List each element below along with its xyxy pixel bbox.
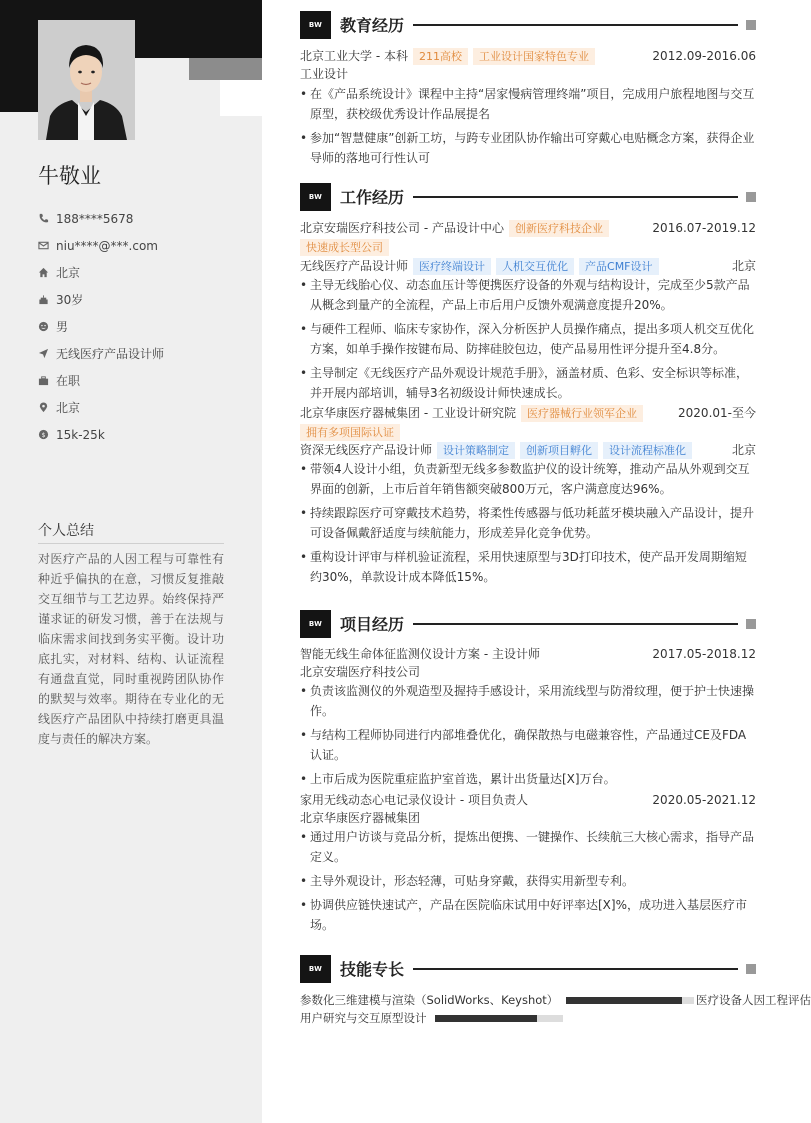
skill-tag: 人机交互优化 [496,258,574,275]
contact-position-text: 无线医疗产品设计师 [56,347,165,361]
job-bullet: • 主导制定《无线医疗产品外观设计规范手册》，涵盖材质、色彩、安全标识等标准，并开展内部培训，辅导3名初级设计师快速成长。 [300,363,756,403]
job-role-row [300,257,756,275]
contact-email-text: niu****@***.com [56,238,158,253]
section-education [300,11,756,168]
edu-header-row [300,47,756,65]
job-tag-row [300,239,756,256]
skill-tag: 产品CMF设计 [579,258,659,275]
job-role: 无线医疗产品设计师 [300,259,409,273]
contact-list [38,205,164,448]
job-tag-row [300,424,756,441]
cake-icon [38,294,49,305]
contact-city-text: 北京 [56,401,81,415]
contact-position [38,340,164,367]
project-date: 2020.05-2021.12 [652,793,756,807]
job-tag: 创新医疗科技企业 [509,220,609,237]
decor-block-grey [189,58,262,80]
job-date: 2020.01-至今 [678,406,756,420]
contact-age [38,286,164,313]
edu-date: 2012.09-2016.06 [652,49,756,63]
edu-bullet: • 在《产品系统设计》课程中主持“居家慢病管理终端”项目，完成用户旅程地图与交互原型，获校级优秀设计作品展提名 [300,84,756,124]
skill-item [696,991,811,1009]
edu-tag: 工业设计国家特色专业 [473,48,595,65]
location-pin-icon [38,402,49,413]
job-date: 2016.07-2019.12 [652,221,756,235]
project-bullet: • 与结构工程师协同进行内部堆叠优化，确保散热与电磁兼容性，产品通过CE及FDA认证。 [300,725,756,765]
project-org: 北京华康医疗器械集团 [300,811,421,825]
skills-grid [300,991,811,1027]
contact-phone-text: 188****5678 [56,211,134,226]
skill-name: 用户研究与交互原型设计 [300,1011,427,1025]
skill-bar [435,1015,563,1022]
skill-bar [566,997,694,1004]
avatar-photo [38,20,135,140]
job-header-row [300,219,756,237]
job-bullet: • 与硬件工程师、临床专家协作，深入分析医护人员操作痛点，提出多项人机交互优化方案，如单手操作按键布局、防摔硅胶包边，使产品易用性评分提升至4.8分。 [300,319,756,359]
section-header [300,11,756,39]
decor-block-black-left [0,58,38,112]
job-bullet: • 主导无线胎心仪、动态血压计等便携医疗设备的外观与结构设计，完成至少5款产品从概念到量产的全流程，产品上市后用户反馈外观满意度提升20%。 [300,275,756,315]
job-bullet: • 持续跟踪医疗可穿戴技术趋势，将柔性传感器与低功耗蓝牙模块融入产品设计，提升可设备佩戴舒适度与续航能力，形成差异化竞争优势。 [300,503,756,543]
summary-text: 对医疗产品的人因工程与可靠性有种近乎偏执的在意，习惯反复推敲交互细节与工艺边界。始终保持严谨求证的研发习惯，善于在法规与临床需求间找到务实平衡。设计功底扎实，对材料、结构、认证流程有通盘直觉，同时重视跨团队协作的默契与效率。期待在专业化的无线医疗产品团队中持续打磨更具温度与责任的解决方案。 [38,552,224,746]
job-city: 北京 [731,443,756,457]
contact-gender [38,313,164,340]
contact-status-text: 在职 [56,374,81,388]
project-bullet: • 上市后成为医院重症监护室首选，累计出货量达[X]万台。 [300,769,756,789]
project-bullet: • 协调供应链快速试产，产品在医院临床试用中好评率达[X]%，成功进入基层医疗市场。 [300,895,756,935]
section-divider [413,24,738,26]
contact-home-text: 北京 [56,266,81,280]
section-title: 技能专长 [340,960,405,979]
person-name: 牛敬业 [38,164,101,188]
edu-bullet: • 参加“智慧健康”创新工坊，与跨专业团队协作输出可穿戴心电贴概念方案，获得企业导师的落地可行性认可 [300,128,756,168]
job-company: 北京安瑞医疗科技公司 - 产品设计中心 [300,221,504,235]
skill-tag: 设计流程标准化 [603,442,692,459]
section-title: 工作经历 [340,188,405,207]
section-square [746,20,756,30]
skill-tag: 设计策略制定 [437,442,515,459]
section-logo: BW [300,183,331,211]
skill-bar-fill [566,997,681,1004]
edu-major: 工业设计 [300,67,349,81]
contact-phone [38,205,164,232]
contact-age-text: 30岁 [56,293,84,307]
job-tag: 医疗器械行业领军企业 [521,405,643,422]
section-square [746,619,756,629]
project-org: 北京安瑞医疗科技公司 [300,665,421,679]
briefcase-icon [38,375,49,386]
skill-name: 参数化三维建模与渲染（SolidWorks、Keyshot） [300,993,559,1007]
skill-tag: 创新项目孵化 [520,442,598,459]
project-header-row [300,645,756,663]
section-skills [300,955,811,1027]
skill-item [300,1009,569,1027]
job-company: 北京华康医疗器械集团 - 工业设计研究院 [300,406,516,420]
job-role-row [300,441,756,459]
section-header [300,955,756,983]
section-square [746,192,756,202]
decor-block-white [220,80,262,116]
project-bullet: • 通过用户访谈与竞品分析，提炼出便携、一键操作、长续航三大核心需求，指导产品定义。 [300,827,756,867]
section-work [300,183,756,587]
project-bullet: • 负责该监测仪的外观造型及握持手感设计，采用流线型与防滑纹理，便于护士快速操作。 [300,681,756,721]
section-header [300,183,756,211]
job-tag: 拥有多项国际认证 [300,424,400,441]
section-header [300,610,756,638]
skill-name: 医疗设备人因工程评估 [696,993,811,1007]
section-title: 项目经历 [340,615,405,634]
job-city: 北京 [731,259,756,273]
job-tag: 快速成长型公司 [300,239,389,256]
contact-city [38,394,164,421]
section-projects [300,610,756,935]
svg-text:$: $ [41,430,46,439]
job-header-row [300,404,756,422]
send-icon [38,348,49,359]
contact-salary [38,421,164,448]
contact-gender-text: 男 [56,320,69,334]
contact-home [38,259,164,286]
salary-icon [38,429,49,440]
summary-title: 个人总结 [38,520,224,544]
section-logo: BW [300,955,331,983]
mail-icon [38,240,49,251]
project-date: 2017.05-2018.12 [652,647,756,661]
edu-school: 北京工业大学 - 本科 [300,49,408,63]
section-square [746,964,756,974]
project-name: 智能无线生命体征监测仪设计方案 - 主设计师 [300,647,540,661]
contact-salary-text: 15k-25k [56,427,105,442]
gender-icon [38,321,49,332]
section-logo: BW [300,11,331,39]
section-title: 教育经历 [340,16,405,35]
contact-email [38,232,164,259]
project-name: 家用无线动态心电记录仪设计 - 项目负责人 [300,793,528,807]
section-logo: BW [300,610,331,638]
phone-icon [38,213,49,224]
contact-status [38,367,164,394]
project-header-row [300,791,756,809]
section-divider [413,968,738,970]
edu-tag: 211高校 [413,48,468,65]
job-bullet: • 带领4人设计小组，负责新型无线多参数监护仪的设计统筹，推动产品从外观到交互界面的创新，上市后首年销售额突破800万元，客户满意度达96%。 [300,459,756,499]
job-bullet: • 重构设计评审与样机验证流程，采用快速原型与3D打印技术，使产品开发周期缩短约30%，单款设计成本降低15%。 [300,547,756,587]
project-bullet: • 主导外观设计，形态轻薄，可贴身穿戴，获得实用新型专利。 [300,871,756,891]
section-divider [413,623,738,625]
section-divider [413,196,738,198]
home-icon [38,267,49,278]
skill-item [300,991,700,1009]
job-role: 资深无线医疗产品设计师 [300,443,433,457]
skill-bar-fill [435,1015,537,1022]
skill-tag: 医疗终端设计 [413,258,491,275]
